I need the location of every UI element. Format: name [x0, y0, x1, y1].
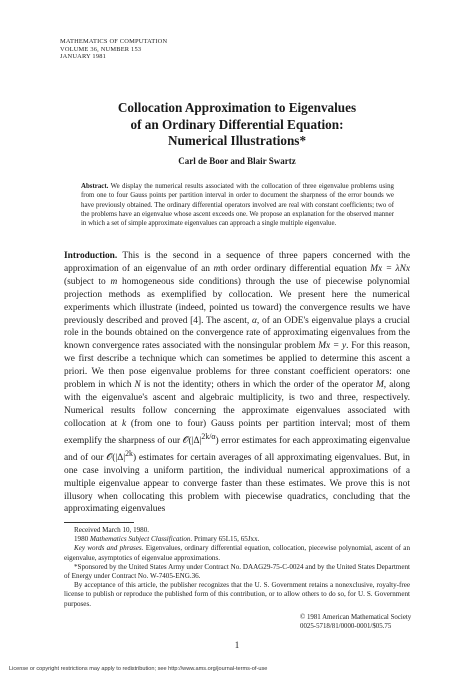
intro-text-1: This is the second in a sequence of three papers concerned with the approximation of an eigenvalue of an [64, 251, 410, 274]
footnote-acceptance: By acceptance of this article, the publisher recognizes that the U. S. Government retains a nonexclusive, royalty-free license to publish or reproduce the published form of this contribution, or to allow others to do so, for U. S. Government purposes. [64, 581, 410, 608]
intro-text-2: th order ordinary differential equation [220, 263, 371, 274]
intro-text-10: ) error estimates for each approximating eigenvalue and of our 𝒪(|Δ| [64, 435, 410, 463]
title-line-3: Numerical Illustrations* [167, 133, 307, 148]
copyright-line: © 1981 American Mathematical Society [300, 614, 412, 621]
copyright-block [300, 614, 411, 631]
title-line-2: of an Ordinary Differential Equation: [130, 116, 344, 132]
abstract-text: We display the numerical results associated with the collocation of three eigenvalue problems using from one to four Gauss points per partition interval in order to document the sharpness of the error bounds we have previously obtained. The ordinary differential operators involved are real with constant coefficients; two of the problems have an eigenvalue whose ascent exceeds one. We propose an explanation for the observed manner in which a set of simple approximate eigenvalues can approach a single multiple eigenvalue. [81, 183, 394, 228]
paper-title [0, 100, 474, 150]
intro-text-5: , of an ODE's eigenvalue plays a crucial role in the bounds obtained on the convergence rate of approximating eigenvalues from the known convergence rates associated with the nonsingular problem [64, 315, 410, 352]
msc-text: Primary 65L15, 65Jxx. [192, 535, 260, 544]
intro-text-4: homogeneous side conditions) through the use of piecewise polynomial projection methods as exemplified by collocation. We present here the numerical experiments which illustrate (indeed, pointed us toward) the convergence results we have previously described and proved [4]. The ascent, [64, 276, 410, 326]
intro-var-alpha: α [251, 315, 257, 326]
intro-exponent-1: 2k/α [201, 431, 216, 441]
intro-equation-eigen: Mx = λNx [370, 263, 410, 274]
title-line-1: Collocation Approximation to Eigenvalues [117, 100, 357, 115]
intro-text-7: is not the identity; others in which the order of the operator [140, 380, 376, 391]
page-number: 1 [234, 640, 240, 650]
journal-date: JANUARY 1981 [60, 53, 107, 61]
journal-volume: VOLUME 36, NUMBER 153 [60, 45, 142, 53]
msc-label: Mathematics Subject Classification. [89, 535, 193, 544]
intro-text-3: (subject to [64, 276, 111, 287]
footnote-received: Received March 10, 1980. [74, 526, 150, 534]
abstract [81, 182, 394, 228]
footnote-msc [64, 535, 410, 544]
intro-text-9: (from one to four) Gauss points per partition interval; most of them exemplify the sharpness of our 𝒪(|Δ| [64, 418, 411, 446]
paper-authors: Carl de Boor and Blair Swartz [178, 156, 296, 166]
intro-equation-nonsingular: Mx = y [318, 341, 347, 352]
license-notice: License or copyright restrictions may apply to redistribution; see http://www.ams.org/journal-terms-of-use [9, 666, 268, 672]
journal-header [60, 38, 167, 61]
footnote-sponsor: *Sponsored by the United States Army under Contract No. DAAG29-75-C-0024 and by the United States Department of Energy under Contract No. W-7405-ENG.36. [64, 562, 410, 581]
introduction-label: Introduction. [64, 251, 118, 261]
intro-text-8: , along with the eigenvalue's ascent and algebraic multiplicity, is two and three, respectively. Numerical results follow concerning the approximate eigenvalues associated with collocation at [64, 380, 410, 429]
copyright-code: 0025-5718/81/0000-0001/$05.75 [300, 622, 392, 630]
journal-name: MATHEMATICS OF COMPUTATION [60, 38, 168, 45]
intro-var-k: k [121, 418, 127, 429]
msc-year: 1980 [74, 535, 90, 544]
intro-var-m-2: m [110, 276, 118, 287]
footnote-keywords [64, 544, 410, 562]
keywords-label: Key words and phrases. [74, 544, 144, 553]
intro-text-6: . For this reason, we first describe a technique which can sometimes be applied to determine this ascent a priori. We then pose eigenvalue problems for three constant coefficient operators: one problem in which [64, 341, 410, 391]
intro-exponent-2: 2k [125, 448, 133, 458]
intro-var-operator-m: M [375, 380, 384, 391]
footnote-rule [64, 522, 134, 523]
intro-text-11: ) estimates for certain averages of all approximating eigenvalues. But, in one case involving a uniform partition, the individual numerical approximations of a multiple eigenvalue appear to converge faster than these estimates. We prove this is not illusory when collocating this problem with piecewise quadratics, concluding that the approximating eigenvalues [64, 452, 410, 515]
intro-var-m: m [213, 263, 221, 274]
keywords-text: Eigenvalues, ordinary differential equation, collocation, piecewise polynomial, ascent of an eigenvalue, asymptotics of eigenvalue approximations. [64, 544, 410, 562]
footnotes [64, 526, 410, 609]
intro-var-n: N [134, 380, 141, 391]
introduction-paragraph [64, 250, 410, 516]
abstract-label: Abstract. [81, 183, 109, 190]
